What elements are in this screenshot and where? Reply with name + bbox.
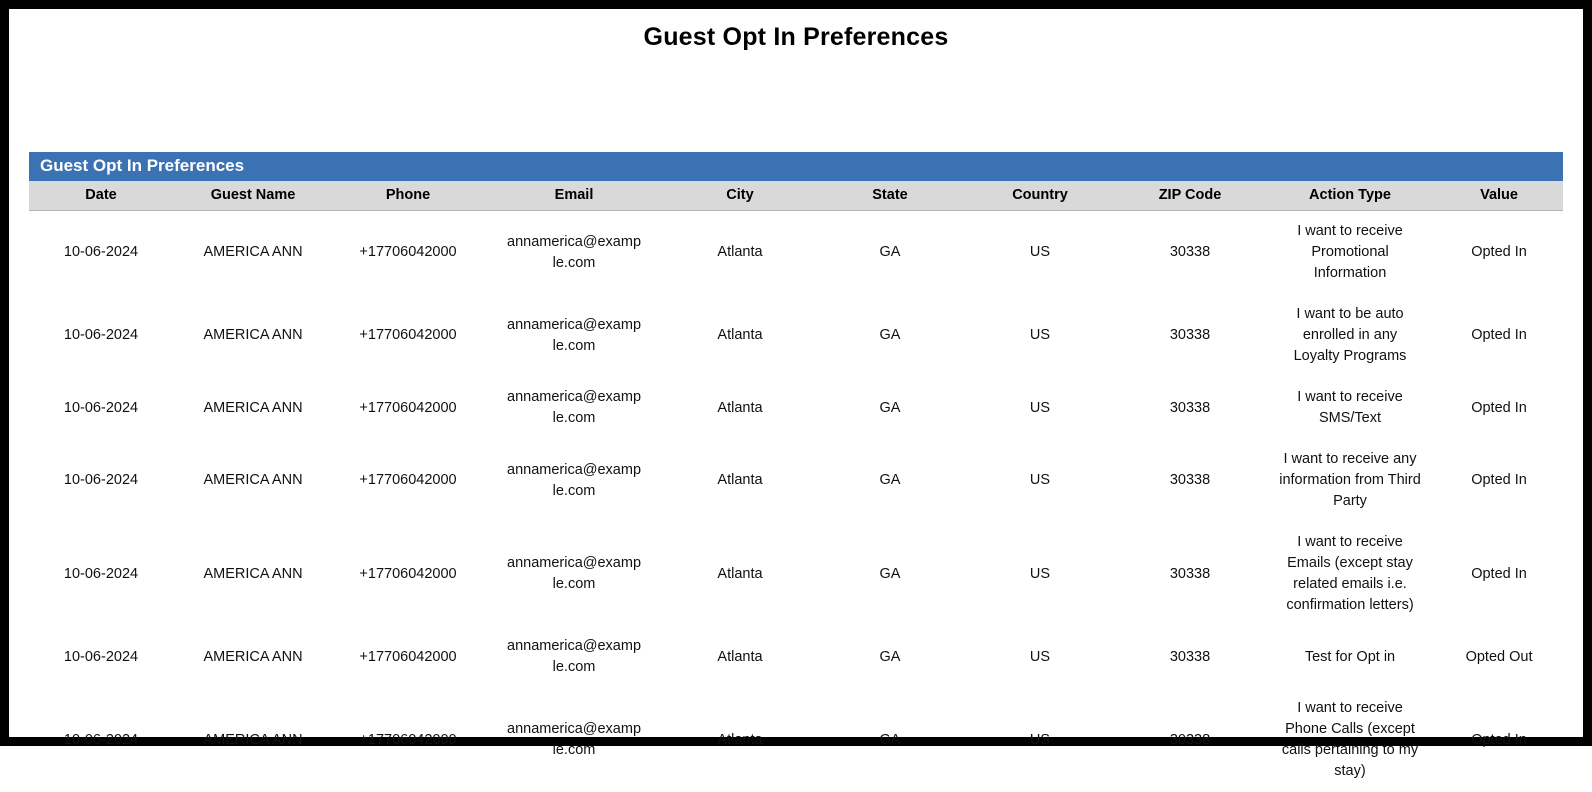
cell-action-type: I want to receive Promotional Information (1265, 211, 1435, 295)
cell-date: 10-06-2024 (29, 377, 173, 439)
guest-opt-in-table (29, 152, 1563, 792)
cell-state: GA (815, 294, 965, 377)
cell-guest-name: AMERICA ANN (173, 377, 333, 439)
cell-phone: +17706042000 (333, 294, 483, 377)
table-band-row (29, 152, 1563, 181)
cell-date: 10-06-2024 (29, 439, 173, 522)
column-header-zip-code: ZIP Code (1115, 181, 1265, 211)
cell-city: Atlanta (665, 522, 815, 626)
cell-value: Opted In (1435, 294, 1563, 377)
cell-value: Opted In (1435, 688, 1563, 792)
cell-country: US (965, 522, 1115, 626)
cell-city: Atlanta (665, 688, 815, 792)
cell-value: Opted In (1435, 211, 1563, 295)
cell-guest-name: AMERICA ANN (173, 439, 333, 522)
cell-date: 10-06-2024 (29, 294, 173, 377)
cell-action-type: I want to be auto enrolled in any Loyalty Programs (1265, 294, 1435, 377)
table-row (29, 688, 1563, 792)
cell-zip-code: 30338 (1115, 211, 1265, 295)
cell-country: US (965, 294, 1115, 377)
cell-country: US (965, 626, 1115, 688)
table-row (29, 377, 1563, 439)
column-header-email: Email (483, 181, 665, 211)
cell-country: US (965, 439, 1115, 522)
cell-guest-name: AMERICA ANN (173, 211, 333, 295)
cell-guest-name: AMERICA ANN (173, 522, 333, 626)
cell-state: GA (815, 377, 965, 439)
cell-guest-name: AMERICA ANN (173, 626, 333, 688)
cell-state: GA (815, 626, 965, 688)
cell-email: annamerica@example.com (483, 294, 665, 377)
cell-city: Atlanta (665, 294, 815, 377)
cell-phone: +17706042000 (333, 688, 483, 792)
page-title: Guest Opt In Preferences (9, 23, 1583, 52)
cell-action-type: I want to receive Emails (except stay related emails i.e. confirmation letters) (1265, 522, 1435, 626)
cell-date: 10-06-2024 (29, 522, 173, 626)
cell-country: US (965, 688, 1115, 792)
cell-email: annamerica@example.com (483, 377, 665, 439)
cell-state: GA (815, 211, 965, 295)
table-row (29, 626, 1563, 688)
cell-email: annamerica@example.com (483, 626, 665, 688)
cell-value: Opted In (1435, 439, 1563, 522)
cell-action-type: I want to receive any information from Third Party (1265, 439, 1435, 522)
column-header-country: Country (965, 181, 1115, 211)
cell-email: annamerica@example.com (483, 688, 665, 792)
cell-action-type: I want to receive SMS/Text (1265, 377, 1435, 439)
cell-action-type: I want to receive Phone Calls (except calls pertaining to my stay) (1265, 688, 1435, 792)
cell-zip-code: 30338 (1115, 626, 1265, 688)
column-header-city: City (665, 181, 815, 211)
cell-country: US (965, 211, 1115, 295)
cell-action-type: Test for Opt in (1265, 626, 1435, 688)
cell-zip-code: 30338 (1115, 377, 1265, 439)
cell-country: US (965, 377, 1115, 439)
cell-zip-code: 30338 (1115, 522, 1265, 626)
column-header-phone: Phone (333, 181, 483, 211)
cell-email: annamerica@example.com (483, 522, 665, 626)
cell-state: GA (815, 439, 965, 522)
cell-date: 10-06-2024 (29, 626, 173, 688)
table-row (29, 211, 1563, 295)
cell-state: GA (815, 688, 965, 792)
cell-city: Atlanta (665, 377, 815, 439)
column-header-value: Value (1435, 181, 1563, 211)
column-header-date: Date (29, 181, 173, 211)
table-row (29, 439, 1563, 522)
report-table-container (29, 152, 1563, 792)
cell-date: 10-06-2024 (29, 211, 173, 295)
cell-city: Atlanta (665, 626, 815, 688)
cell-email: annamerica@example.com (483, 439, 665, 522)
cell-guest-name: AMERICA ANN (173, 688, 333, 792)
cell-city: Atlanta (665, 211, 815, 295)
table-header-row (29, 181, 1563, 211)
table-band-label: Guest Opt In Preferences (29, 152, 1563, 181)
cell-date: 10-06-2024 (29, 688, 173, 792)
cell-guest-name: AMERICA ANN (173, 294, 333, 377)
cell-value: Opted Out (1435, 626, 1563, 688)
cell-zip-code: 30338 (1115, 688, 1265, 792)
cell-email: annamerica@example.com (483, 211, 665, 295)
cell-phone: +17706042000 (333, 522, 483, 626)
cell-zip-code: 30338 (1115, 439, 1265, 522)
table-row (29, 522, 1563, 626)
column-header-action-type: Action Type (1265, 181, 1435, 211)
table-row (29, 294, 1563, 377)
cell-city: Atlanta (665, 439, 815, 522)
cell-zip-code: 30338 (1115, 294, 1265, 377)
cell-state: GA (815, 522, 965, 626)
cell-value: Opted In (1435, 522, 1563, 626)
cell-phone: +17706042000 (333, 439, 483, 522)
table-body (29, 211, 1563, 792)
column-header-guest-name: Guest Name (173, 181, 333, 211)
table-column-headers (29, 181, 1563, 211)
cell-value: Opted In (1435, 377, 1563, 439)
cell-phone: +17706042000 (333, 626, 483, 688)
column-header-state: State (815, 181, 965, 211)
cell-phone: +17706042000 (333, 211, 483, 295)
cell-phone: +17706042000 (333, 377, 483, 439)
